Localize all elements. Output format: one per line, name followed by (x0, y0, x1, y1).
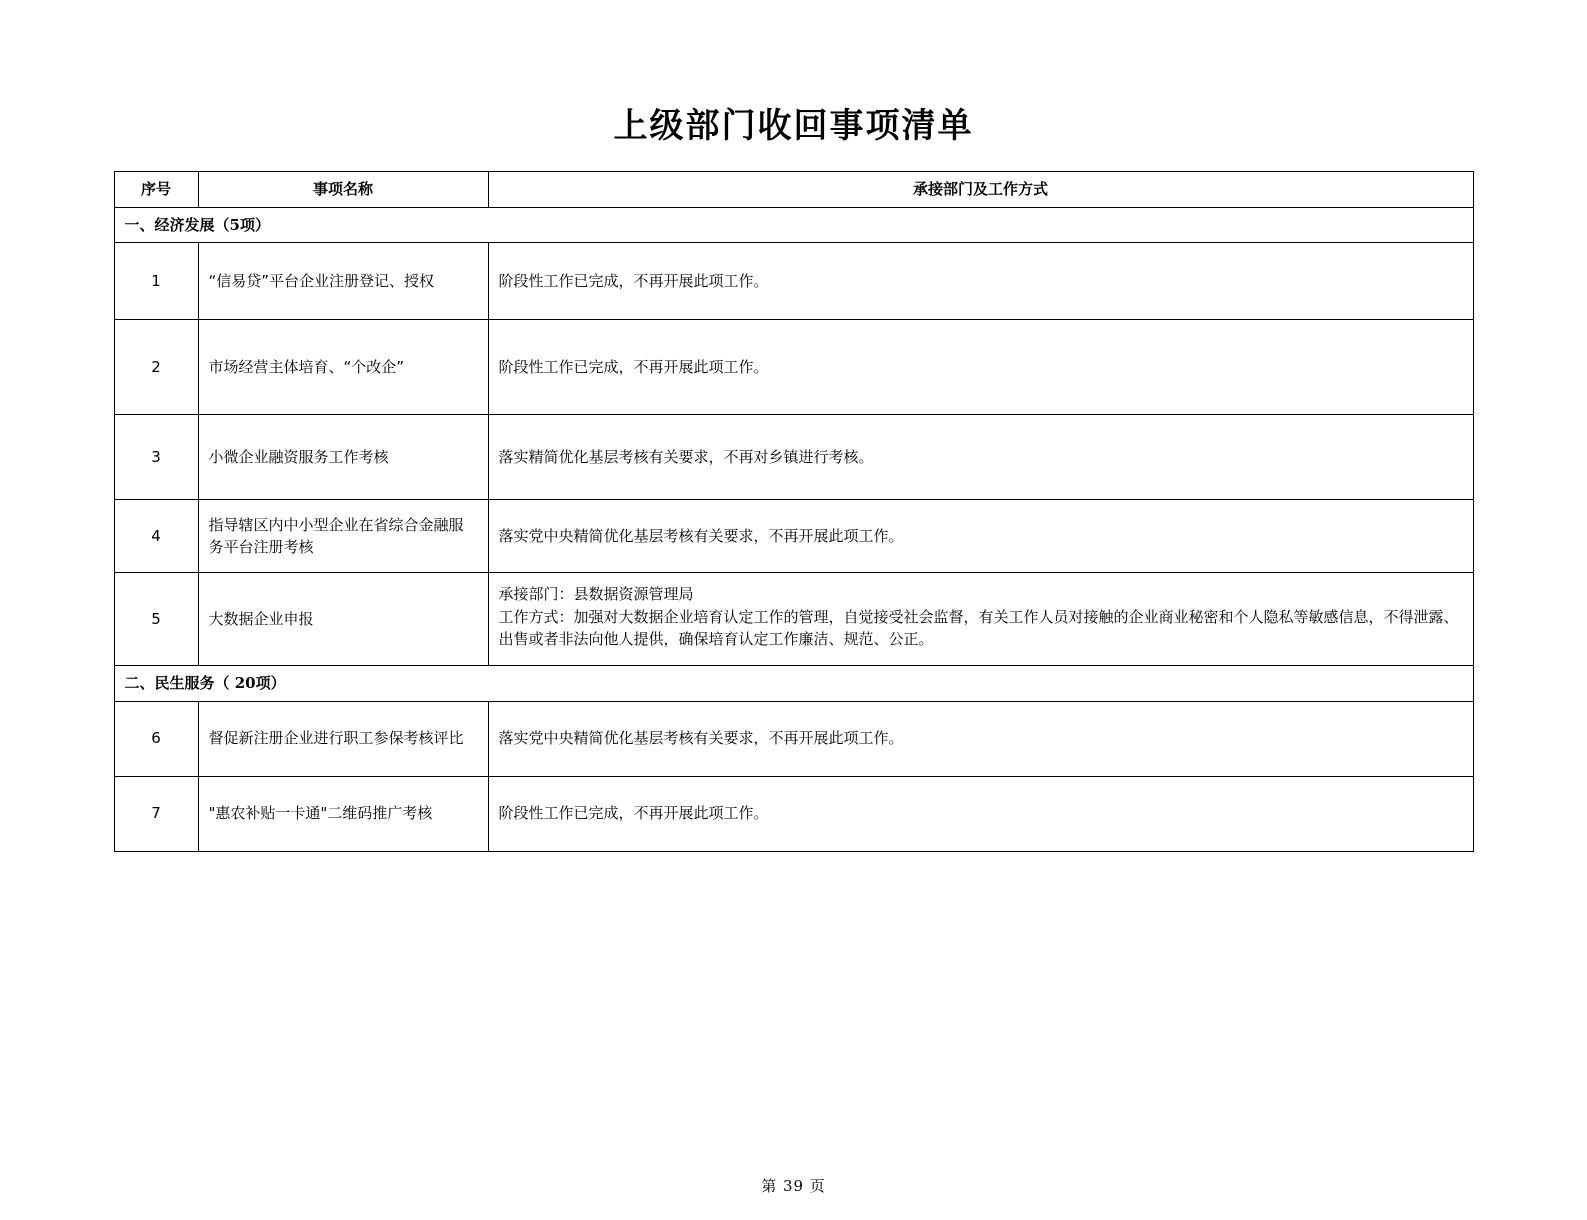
table-row (114, 701, 1473, 776)
page-title: 上级部门收回事项清单 (613, 106, 974, 146)
row-no: 5 (114, 573, 198, 666)
row-dept: 阶段性工作已完成，不再开展此项工作。 (488, 320, 1473, 415)
row-dept: 落实党中央精简优化基层考核有关要求，不再开展此项工作。 (488, 500, 1473, 573)
row-name: 小微企业融资服务工作考核 (198, 415, 488, 500)
row-name: 督促新注册企业进行职工参保考核评比 (198, 701, 488, 776)
row-name: "惠农补贴一卡通"二维码推广考核 (198, 776, 488, 851)
section-heading: 二、民生服务（ 20项） (114, 666, 1473, 702)
section-heading-row (114, 207, 1473, 243)
row-dept-line: 工作方式：加强对大数据企业培育认定工作的管理，自觉接受社会监督，有关工作人员对接触的企业商业秘密和个人隐私等敏感信息，不得泄露、出售或者非法向他人提供，确保培育认定工作廉洁、规范、公正。 (498, 607, 1459, 648)
row-name: 市场经营主体培育、“个改企” (198, 320, 488, 415)
header-no: 序号 (114, 172, 198, 208)
page-number: 第 39 页 (761, 1177, 826, 1195)
row-name: “信易贷”平台企业注册登记、授权 (198, 243, 488, 320)
row-dept: 阶段性工作已完成，不再开展此项工作。 (488, 776, 1473, 851)
section-heading: 一、经济发展（5项） (114, 207, 1473, 243)
table-header-row (114, 172, 1473, 208)
table-row (114, 320, 1473, 415)
row-no: 2 (114, 320, 198, 415)
row-dept: 落实党中央精简优化基层考核有关要求，不再开展此项工作。 (488, 701, 1473, 776)
table-row (114, 500, 1473, 573)
table-row (114, 415, 1473, 500)
document-page (0, 98, 1587, 1220)
table-row (114, 243, 1473, 320)
row-name: 指导辖区内中小型企业在省综合金融服务平台注册考核 (198, 500, 488, 573)
header-dept: 承接部门及工作方式 (488, 172, 1473, 208)
items-table (114, 171, 1474, 852)
header-name: 事项名称 (198, 172, 488, 208)
row-no: 1 (114, 243, 198, 320)
table-row (114, 776, 1473, 851)
row-no: 4 (114, 500, 198, 573)
row-no: 7 (114, 776, 198, 851)
row-dept-line: 承接部门：县数据资源管理局 (498, 585, 694, 603)
row-no: 3 (114, 415, 198, 500)
row-dept: 落实精简优化基层考核有关要求，不再对乡镇进行考核。 (488, 415, 1473, 500)
row-name: 大数据企业申报 (198, 573, 488, 666)
row-dept (488, 573, 1473, 666)
row-no: 6 (114, 701, 198, 776)
row-dept: 阶段性工作已完成，不再开展此项工作。 (488, 243, 1473, 320)
section-heading-row (114, 666, 1473, 702)
table-row (114, 573, 1473, 666)
